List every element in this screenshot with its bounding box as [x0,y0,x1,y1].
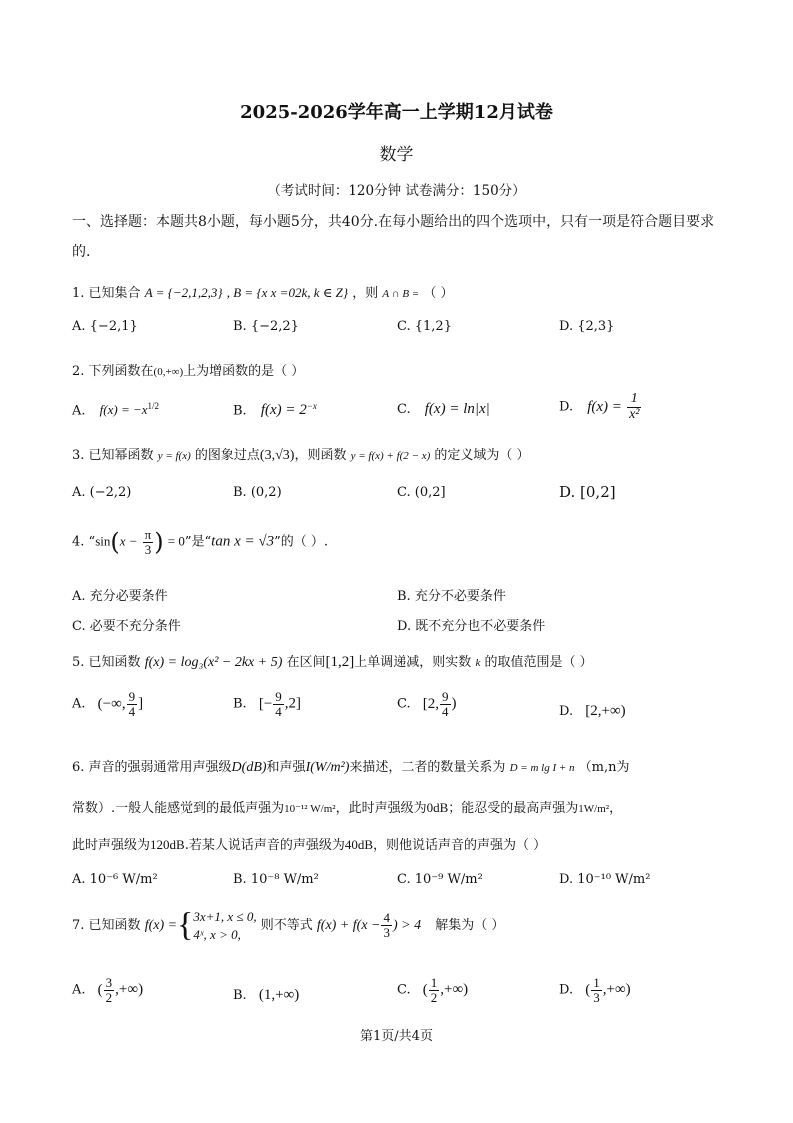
q5-option-b [233,690,301,718]
q7-option-a-den: 2 [105,989,113,1005]
q7-option-d-label: D. [559,982,574,998]
q7-option-c-label: C. [397,982,411,998]
q2-option-a-label: A. [72,403,86,419]
q5-var: k [475,657,481,669]
q6-i-unit: I(W/m²) [305,760,350,775]
q7-ineq-fraction [381,911,392,939]
q3-suffix: 的定义域为（ ） [434,448,530,463]
q1-set-b: , B = {x x =02k, k ∈ Z} [226,285,349,300]
q3-func: y = f(x) [157,450,191,462]
q2-option-d-label: D. [559,399,574,415]
q4-sin-rhs: = 0 [167,533,185,549]
q6-d-unit: D(dB) [231,760,267,775]
q2-suffix: 上为增函数的是（ ） [183,364,305,379]
question-7-stem [72,908,504,943]
q1-expr: A ∩ B = [382,288,420,300]
q7-ineq-left: f(x) + f(x − [316,918,381,934]
q7-ineq-num: 4 [383,910,390,926]
q2-option-c-label: C. [397,402,411,417]
q4-option-d: D. 既不充分也不必要条件 [397,619,546,634]
q7-option-d-fraction [591,976,602,1004]
q5-option-c-den: 4 [442,703,449,719]
q6-line2-suffix: ， [609,801,623,816]
q4-paren-close: ) [154,528,164,557]
q5-option-c-left: [2, [422,695,440,712]
q5-mid2: 上单调递减，则实数 [354,655,472,670]
q7-case-2: 4ˣ, x > 0, [193,926,241,942]
q5-option-a-right: ] [138,695,144,712]
q5-suffix: 的取值范围是（ ） [484,655,593,670]
q5-option-b-den: 4 [275,703,282,719]
q7-option-d [559,976,631,1004]
q7-option-a-num: 3 [105,975,113,990]
q3-point: (3,√3) [259,448,295,463]
q1-set-a: A = {−2,1,2,3} [144,285,223,300]
page-number: 第1页/共4页 [360,1029,433,1044]
q6-line3-suffix: ，则他说话声音的声强为（ ） [373,838,547,853]
q6-zero-db: 0dB [426,800,449,815]
q5-option-a-left: (−∞, [97,695,126,712]
q7-option-d-num: 1 [593,975,600,990]
q5-option-a-fraction [127,690,138,718]
q2-prefix: 2. 下列函数在 [72,364,154,379]
q3-func2: y = f(x) + f(2 − x) [350,450,431,462]
q4-sin: sin [95,533,111,549]
q2-option-b-expr: f(x) = 2 [260,402,307,419]
q6-high-db: 120dB [150,837,185,852]
q2-option-d-fraction [627,392,641,422]
q4-tan: tan x = √3 [211,533,275,550]
q3-mid: 的图象过点 [194,448,260,463]
q5-option-a [72,690,143,718]
q4-pi-num: π [144,527,152,542]
q5-option-c-label: C. [397,696,411,712]
q6-option-d: D. 10⁻¹⁰ W/m² [559,872,651,887]
question-6-line-3 [72,834,546,853]
q4-suffix: ”的（ ）. [274,534,329,550]
exam-subject: 数学 [379,145,414,165]
q6-formula: D = m lg I + n [509,762,575,774]
q4-option-b: B. 充分不必要条件 [397,589,506,604]
q7-option-c-left: ( [422,981,428,998]
q4-option-a: A. 充分必要条件 [72,589,168,604]
q5-option-a-label: A. [72,696,86,712]
q2-option-d [559,392,642,422]
q4-mid: ”是“ [184,534,212,550]
q5-option-d-label: D. [559,704,574,719]
q7-cases [193,908,256,943]
q5-option-b-num: 9 [275,689,282,704]
q6-line2-mid: ，此时声强级为 [335,801,427,816]
q1-option-a: A. {−2,1} [72,319,138,334]
q5-option-c-right: ) [451,695,457,712]
q2-option-d-lhs: f(x) = [587,398,622,415]
q7-option-d-right: ,+∞) [602,981,631,998]
q2-interval: (0,+∞) [153,366,184,378]
question-1-stem [72,282,454,301]
q3-mid2: ，则函数 [294,448,347,463]
q5-option-c [397,690,457,718]
q4-pi-den: 3 [144,541,152,557]
q4-paren-open: ( [110,528,120,557]
q2-option-a-expr: f(x) = −x [99,402,148,418]
q7-option-a-label: A. [72,982,86,998]
q7-brace: { [177,906,194,944]
q6-option-b: B. 10⁻⁸ W/m² [233,872,319,887]
q7-prefix: 7. 已知函数 [72,918,141,934]
q1-suffix: （ ） [423,286,454,301]
q2-option-a-exp: 1/2 [147,401,160,411]
q2-option-d-num: 1 [627,392,641,408]
q5-option-b-right: ,2] [284,695,302,712]
q7-option-a-left: ( [97,981,103,998]
q6-line1-mid: 和声强 [266,760,306,775]
q7-option-a-fraction [104,976,115,1004]
q7-option-c-num: 1 [430,975,438,990]
q5-option-a-num: 9 [128,689,136,704]
q7-option-d-left: ( [585,981,591,998]
q2-option-d-den: x² [629,406,640,422]
q6-talk-db: 40dB [344,837,373,852]
q7-option-d-den: 3 [593,989,600,1005]
q5-option-b-fraction [273,690,284,718]
q6-high-intensity: 1W/m² [578,803,610,815]
q4-pi-fraction [143,528,154,556]
q6-line3-mid: .若某人说话声音的声强级为 [184,838,345,853]
q7-mid: 则不等式 [260,918,313,934]
q2-option-a [72,401,159,418]
q5-option-c-num: 9 [442,689,449,704]
q2-option-c [397,401,490,418]
q5-interval: [1,2] [325,654,355,670]
q5-option-a-den: 4 [128,703,136,719]
q2-option-b [233,401,317,419]
q2-option-b-exp: −x [306,401,317,411]
q1-option-b: B. {−2,2} [233,319,299,334]
q3-option-b: B. (0,2) [233,485,282,500]
q7-case-1: 3x+1, x ≤ 0, [193,909,257,924]
q7-option-a-right: ,+∞) [115,981,144,998]
q1-option-d: D. {2,3} [559,319,615,334]
q5-func: f(x) = log₃(x² − 2kx + 5) [144,655,283,670]
q2-option-c-expr: f(x) = ln|x| [424,401,490,417]
q5-option-b-left: [− [258,695,273,712]
q3-option-c: C. (0,2] [397,485,446,500]
q7-option-c-fraction [429,976,440,1004]
q3-prefix: 3. 已知幂函数 [72,448,154,463]
q1-option-c: C. {1,2} [397,319,452,334]
q1-prefix: 1. 已知集合 [72,286,141,301]
q6-line1-prefix: 6. 声音的强弱通常用声强级 [72,760,232,775]
q6-low-intensity: 10⁻¹² W/m² [284,803,336,815]
question-6-line-1 [72,756,630,776]
exam-title: 2025-2026学年高一上学期12月试卷 [240,102,553,123]
q7-option-c-den: 2 [430,989,438,1005]
q7-func-lhs: f(x) = [144,918,178,934]
q5-option-d-value: [2,+∞) [585,703,626,719]
q4-sin-arg: x − [119,533,138,549]
question-3-stem [72,444,530,464]
q6-line2-prefix: 常数）.一般人能感觉到的最低声强为 [72,801,285,816]
question-6-line-2 [72,797,622,816]
q3-option-a: A. (−2,2) [72,485,132,500]
q6-option-c: C. 10⁻⁹ W/m² [397,872,483,887]
q4-prefix: 4. “ [72,534,96,550]
q7-option-c-right: ,+∞) [440,981,469,998]
question-4-stem [72,528,328,556]
q7-ineq-den: 3 [383,925,390,941]
q7-option-a [72,976,143,1004]
q4-option-c: C. 必要不充分条件 [72,619,181,634]
q6-line1-suffix: （m,n为 [578,760,630,775]
q5-prefix: 5. 已知函数 [72,655,141,670]
exam-info: （考试时间：120分钟 试卷满分：150分） [267,183,526,199]
q6-option-a: A. 10⁻⁶ W/m² [72,872,158,887]
q5-option-d [559,703,626,720]
q7-option-b-value: (1,+∞) [258,987,300,1003]
q7-option-c [397,976,468,1004]
q6-line3-prefix: 此时声强级为 [72,838,151,853]
q7-ineq-right: ) > 4 [392,918,422,934]
q6-line2-mid2: ；能忍受的最高声强为 [448,801,579,816]
q2-option-b-label: B. [233,403,247,419]
section-heading: 一、选择题：本题共8小题，每小题5分，共40分.在每小题给出的四个选项中，只有一项是符合题目要求的. [72,214,715,260]
q7-option-b-label: B. [233,988,247,1003]
question-5-stem [72,651,593,671]
q3-option-d: D. [0,2] [559,483,616,501]
q6-line1-mid2: 来描述，二者的数量关系为 [349,760,506,775]
question-2-stem [72,360,304,379]
q7-option-b [233,987,299,1004]
q5-mid: 在区间 [286,655,326,670]
q7-suffix: 解集为（ ） [435,918,505,934]
q5-option-c-fraction [440,690,451,718]
q1-mid: ，则 [352,286,379,301]
q5-option-b-label: B. [233,696,247,712]
